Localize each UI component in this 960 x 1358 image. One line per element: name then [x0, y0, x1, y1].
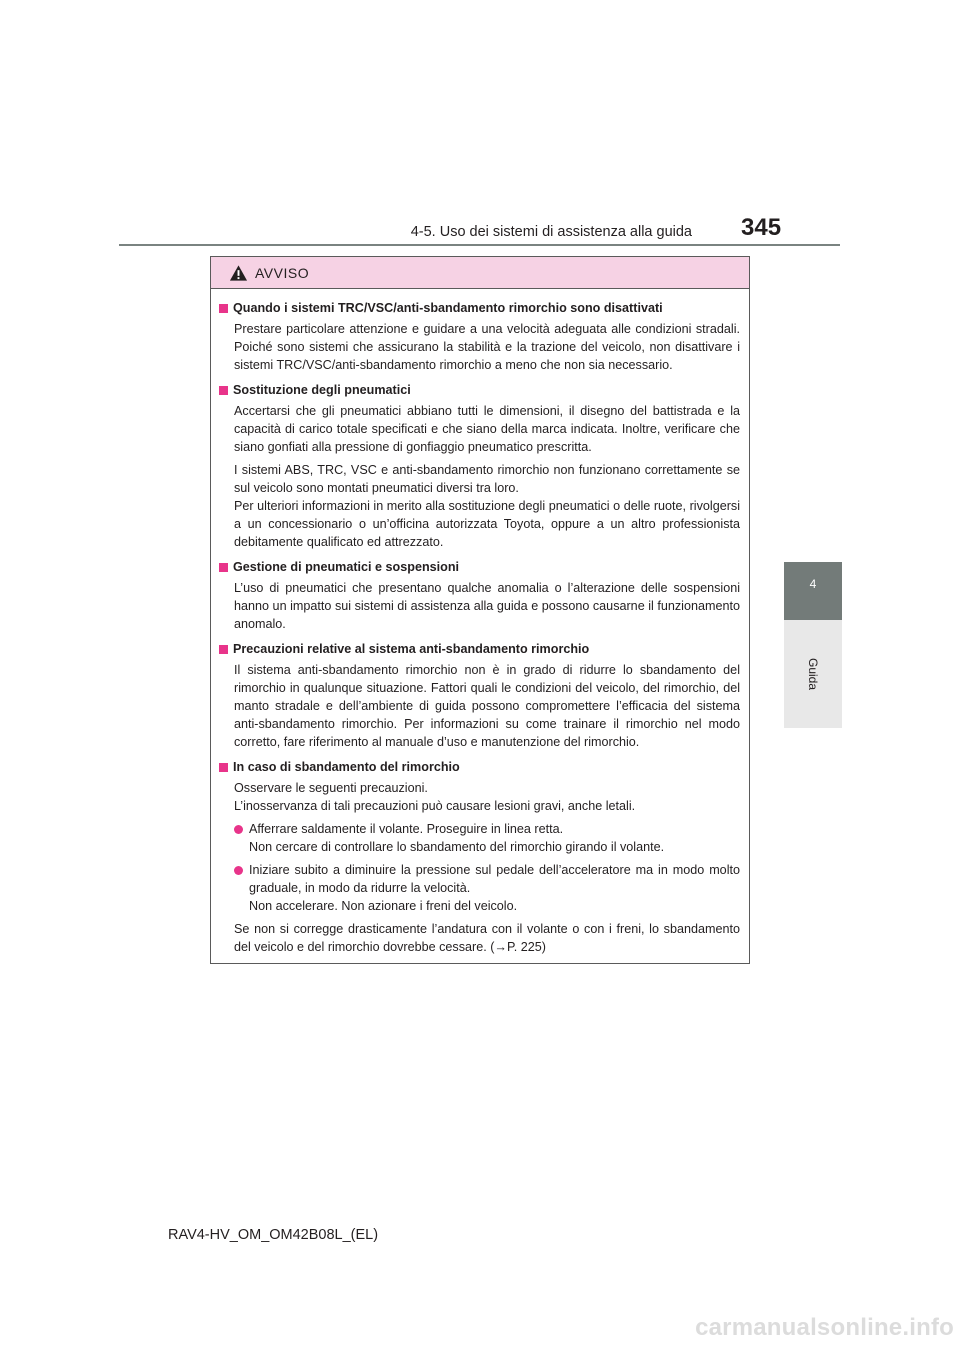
warning-box: [210, 256, 750, 964]
sway-closing: [234, 920, 740, 956]
round-bullet-icon: [234, 866, 243, 875]
square-bullet-icon: [219, 763, 228, 772]
section-title: 4-5. Uso dei sistemi di assistenza alla guida: [410, 224, 692, 240]
section-paragraph: Per ulteriori informazioni in merito alla sostituzione degli pneumatici o delle ruote, rivolgersi a un concessionario o un’officina autorizzata Toyota, oppure a un altro professionista debitamente qualificato ed attrezzato.: [234, 499, 740, 549]
section-heading: [219, 558, 740, 576]
square-bullet-icon: [219, 304, 228, 313]
header-rule: [119, 244, 840, 246]
watermark: carmanualsonline.info: [695, 1314, 954, 1341]
section-heading: [219, 299, 740, 317]
list-item-line: Non accelerare. Non azionare i freni del veicolo.: [249, 899, 518, 913]
list-item: [234, 820, 740, 856]
section-paragraph: Prestare particolare attenzione e guidare a una velocità adeguata alle condizioni stradali. Poiché sono sistemi che assicurano la stabilità e la trazione del veicolo, non disattivare i sistemi TRC/VSC/anti-sbandamento rimorchio a meno che non sia necessario.: [234, 322, 740, 372]
warning-section: [219, 558, 740, 633]
section-heading-text: Precauzioni relative al sistema anti-sbandamento rimorchio: [233, 642, 590, 656]
section-heading-text: Sostituzione degli pneumatici: [233, 383, 411, 397]
list-item-line: Iniziare subito a diminuire la pressione sul pedale dell’acceleratore ma in modo molto graduale, in modo da ridurre la velocità.: [249, 863, 740, 895]
warning-header: [211, 257, 749, 289]
warning-section: [219, 640, 740, 751]
round-bullet-icon: [234, 825, 243, 834]
sway-intro: Osservare le seguenti precauzioni.: [234, 781, 428, 795]
section-heading-text: Gestione di pneumatici e sospensioni: [233, 560, 460, 574]
closing-text: Se non si corregge drasticamente l’andatura con il volante o con i freni, lo sbandamento del veicolo e del rimorchio dovrebbe cessare. (: [234, 922, 740, 954]
chapter-label: Guida: [806, 657, 820, 691]
section-heading: [219, 640, 740, 658]
warning-body: [211, 289, 749, 956]
square-bullet-icon: [219, 386, 228, 395]
chapter-tab-label: [784, 620, 842, 728]
section-heading-text: In caso di sbandamento del rimorchio: [233, 760, 460, 774]
warning-title: AVVISO: [255, 264, 310, 281]
list-item: [234, 861, 740, 915]
list-item-line: Afferrare saldamente il volante. Proseguire in linea retta.: [249, 822, 564, 836]
chapter-number: 4: [809, 577, 817, 591]
warning-triangle-icon: [229, 264, 248, 282]
warning-section: [219, 299, 740, 374]
section-heading: [219, 758, 740, 776]
list-item-line: Non cercare di controllare lo sbandamento del rimorchio girando il volante.: [249, 840, 665, 854]
sway-intro: L’inosservanza di tali precauzioni può causare lesioni gravi, anche letali.: [234, 799, 636, 813]
section-paragraph: Il sistema anti-sbandamento rimorchio non è in grado di ridurre lo sbandamento del rimorchio in qualunque situazione. Fattori quali le condizioni del veicolo, del rimorchio, del manto stradale e dell’ambiente di guida possono compromettere l’efficacia del sistema anti-sbandamento rimorchio. Per informazioni su come trainare il rimorchio nel modo corretto, fare riferimento al manuale d’uso e manutenzione del rimorchio.: [234, 663, 740, 749]
square-bullet-icon: [219, 563, 228, 572]
section-paragraph: Accertarsi che gli pneumatici abbiano tutti le dimensioni, il disegno del battistrada e la capacità di carico totale specificati e che siano della marca indicata. Inoltre, verificare che siano gonfiati alla pressione di gonfiaggio pneumatico prescritta.: [234, 404, 740, 454]
page-number: 345: [741, 214, 782, 241]
list-item-text: [249, 861, 740, 915]
warning-section-sway: [219, 758, 740, 956]
list-item-text: [249, 820, 740, 856]
square-bullet-icon: [219, 645, 228, 654]
section-paragraph: L’uso di pneumatici che presentano qualche anomalia o l’alterazione delle sospensioni hanno un impatto sui sistemi di assistenza alla guida e possono causarne il funzionamento anomalo.: [234, 581, 740, 631]
arrow-icon: →: [494, 940, 507, 954]
page-reference-link[interactable]: P. 225): [507, 940, 546, 954]
warning-section: [219, 381, 740, 551]
chapter-tab-number: [784, 562, 842, 620]
section-heading: [219, 381, 740, 399]
section-heading-text: Quando i sistemi TRC/VSC/anti-sbandamento rimorchio sono disattivati: [233, 301, 663, 315]
model-code: RAV4-HV_OM_OM42B08L_(EL): [168, 1227, 379, 1243]
section-paragraph: I sistemi ABS, TRC, VSC e anti-sbandamento rimorchio non funzionano correttamente se sul veicolo sono montati pneumatici diversi tra loro.: [234, 463, 740, 495]
